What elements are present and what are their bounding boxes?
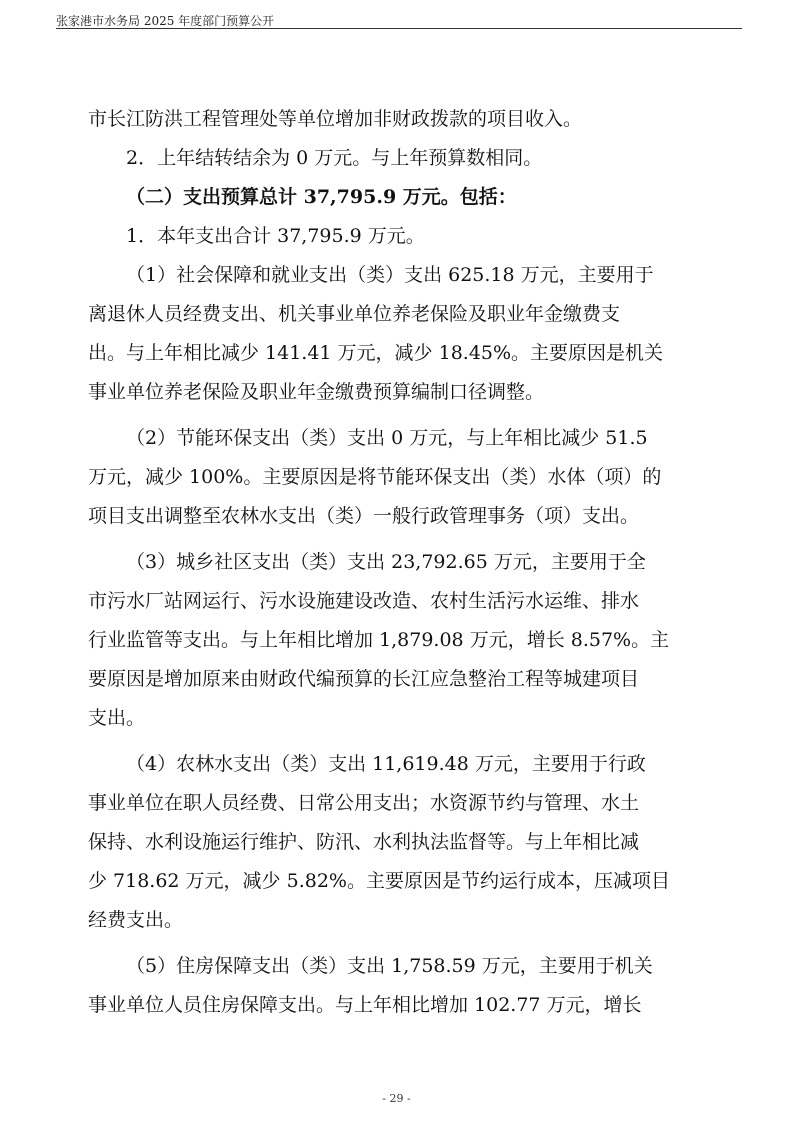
- body-line: 市污水厂站网运行、污水设施建设改造、农村生活污水运维、排水: [88, 590, 640, 612]
- paragraph-gap: [88, 536, 708, 543]
- paragraph-gap: [88, 412, 708, 419]
- body-line: （2）节能环保支出（类）支出 0 万元，与上年相比减少 51.5: [126, 427, 648, 449]
- paragraph-gap: [88, 940, 708, 947]
- body-line: 2．上年结转结余为 0 万元。与上年预算数相同。: [126, 147, 543, 169]
- body-line: 1．本年支出合计 37,795.9 万元。: [126, 225, 425, 247]
- body-line: （5）住房保障支出（类）支出 1,758.59 万元，主要用于机关: [126, 955, 653, 977]
- section-heading: （二）支出预算总计 37,795.9 万元。包括：: [126, 186, 517, 208]
- document-body: [88, 100, 708, 1025]
- body-line: 少 718.62 万元，减少 5.82%。主要原因是节约运行成本，压减项目: [88, 870, 670, 892]
- body-line: 出。与上年相比减少 141.41 万元，减少 18.45%。主要原因是机关: [88, 342, 664, 364]
- body-line: （3）城乡社区支出（类）支出 23,792.65 万元，主要用于全: [126, 551, 646, 573]
- page-number: - 29 -: [382, 1092, 411, 1105]
- body-line: （4）农林水支出（类）支出 11,619.48 万元，主要用于行政: [126, 753, 646, 775]
- body-line: （1）社会保障和就业支出（类）支出 625.18 万元，主要用于: [126, 264, 654, 286]
- body-line: 市长江防洪工程管理处等单位增加非财政拨款的项目收入。: [88, 108, 583, 130]
- body-line: 要原因是增加原来由财政代编预算的长江应急整治工程等城建项目: [88, 668, 640, 690]
- paragraph-gap: [88, 738, 708, 745]
- body-line: 支出。: [88, 707, 146, 729]
- body-line: 项目支出调整至农林水支出（类）一般行政管理事务（项）支出。: [88, 505, 640, 527]
- body-line: 事业单位养老保险及职业年金缴费预算编制口径调整。: [88, 381, 545, 403]
- body-line: 离退休人员经费支出、机关事业单位养老保险及职业年金缴费支: [88, 303, 621, 325]
- body-line: 万元，减少 100%。主要原因是将节能环保支出（类）水体（项）的: [88, 466, 662, 488]
- body-line: 事业单位在职人员经费、日常公用支出；水资源节约与管理、水土: [88, 792, 640, 814]
- header-divider: [56, 28, 742, 29]
- body-line: 经费支出。: [88, 909, 184, 931]
- body-line: 保持、水利设施运行维护、防汛、水利执法监督等。与上年相比减: [88, 831, 640, 853]
- page-header-title: 张家港市水务局 2025 年度部门预算公开: [56, 14, 275, 28]
- body-line: 行业监管等支出。与上年相比增加 1,879.08 万元，增长 8.57%。主: [88, 629, 670, 651]
- body-line: 事业单位人员住房保障支出。与上年相比增加 102.77 万元，增长: [88, 994, 642, 1016]
